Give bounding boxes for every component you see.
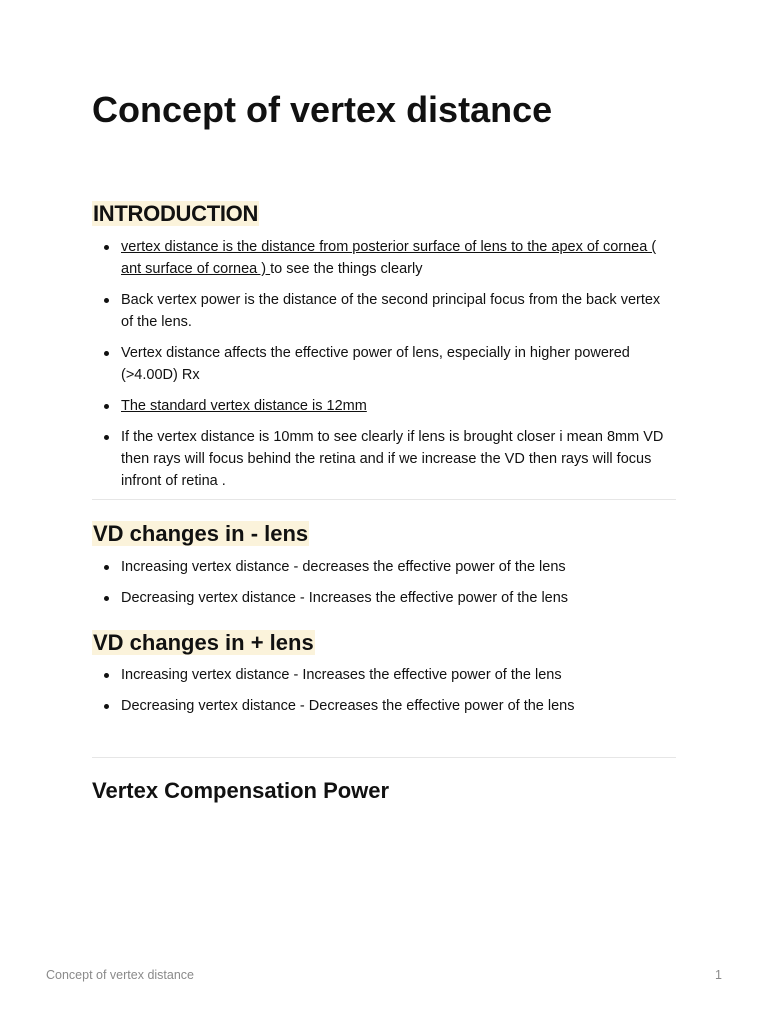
- compensation-heading: Vertex Compensation Power: [92, 778, 390, 803]
- list-item-text: Decreasing vertex distance - Decreases the effective power of the lens: [121, 698, 575, 714]
- footer-document-title: Concept of vertex distance: [46, 968, 194, 982]
- plus-lens-heading: [92, 629, 315, 657]
- list-item-text: Increasing vertex distance - decreases the effective power of the lens: [121, 559, 566, 575]
- list-item-text: Back vertex power is the distance of the second principal focus from the back vertex of the lens.: [121, 292, 661, 330]
- introduction-list: [92, 236, 676, 501]
- bullet-icon: [104, 435, 109, 440]
- list-item: [92, 342, 676, 386]
- minus-lens-list: [92, 556, 676, 618]
- minus-lens-heading: [92, 520, 309, 548]
- minus-lens-heading-text: VD changes in - lens: [93, 521, 309, 546]
- page-title: Concept of vertex distance: [92, 89, 553, 130]
- footer-page-number: 1: [715, 968, 722, 982]
- list-item: [92, 587, 676, 609]
- section-divider: [92, 499, 676, 500]
- list-item-text: Vertex distance affects the effective power of lens, especially in higher powered (>4.00D) Rx: [121, 345, 630, 383]
- list-item: [92, 236, 676, 280]
- list-item: [92, 664, 676, 686]
- plus-lens-list: [92, 664, 676, 726]
- list-item-text: to see the things clearly: [270, 261, 423, 277]
- bullet-icon: [104, 245, 109, 250]
- list-item-text: Increasing vertex distance - Increases the effective power of the lens: [121, 667, 562, 683]
- list-item: [92, 426, 676, 492]
- introduction-heading: [92, 200, 259, 228]
- list-item-text: Decreasing vertex distance - Increases the effective power of the lens: [121, 590, 569, 606]
- bullet-icon: [104, 673, 109, 678]
- list-item: [92, 289, 676, 333]
- bullet-icon: [104, 298, 109, 303]
- bullet-icon: [104, 596, 109, 601]
- list-item: [92, 695, 676, 717]
- list-item-text: If the vertex distance is 10mm to see clearly if lens is brought closer i mean 8mm VD then rays will focus behind the retina and if we increase the VD then rays will focus infront of retina .: [121, 429, 664, 489]
- bullet-icon: [104, 404, 109, 409]
- list-item: [92, 395, 676, 417]
- list-item: [92, 556, 676, 578]
- bullet-icon: [104, 351, 109, 356]
- bullet-icon: [104, 565, 109, 570]
- list-item-underlined-text: The standard vertex distance is 12mm: [121, 398, 367, 414]
- plus-lens-heading-text: VD changes in + lens: [93, 630, 314, 655]
- bullet-icon: [104, 704, 109, 709]
- section-divider: [92, 757, 676, 758]
- list-item-underlined-text: vertex distance is the distance from posterior surface of lens to the apex of cornea ( ant surface of cornea ): [121, 239, 657, 277]
- introduction-heading-text: INTRODUCTION: [93, 201, 259, 226]
